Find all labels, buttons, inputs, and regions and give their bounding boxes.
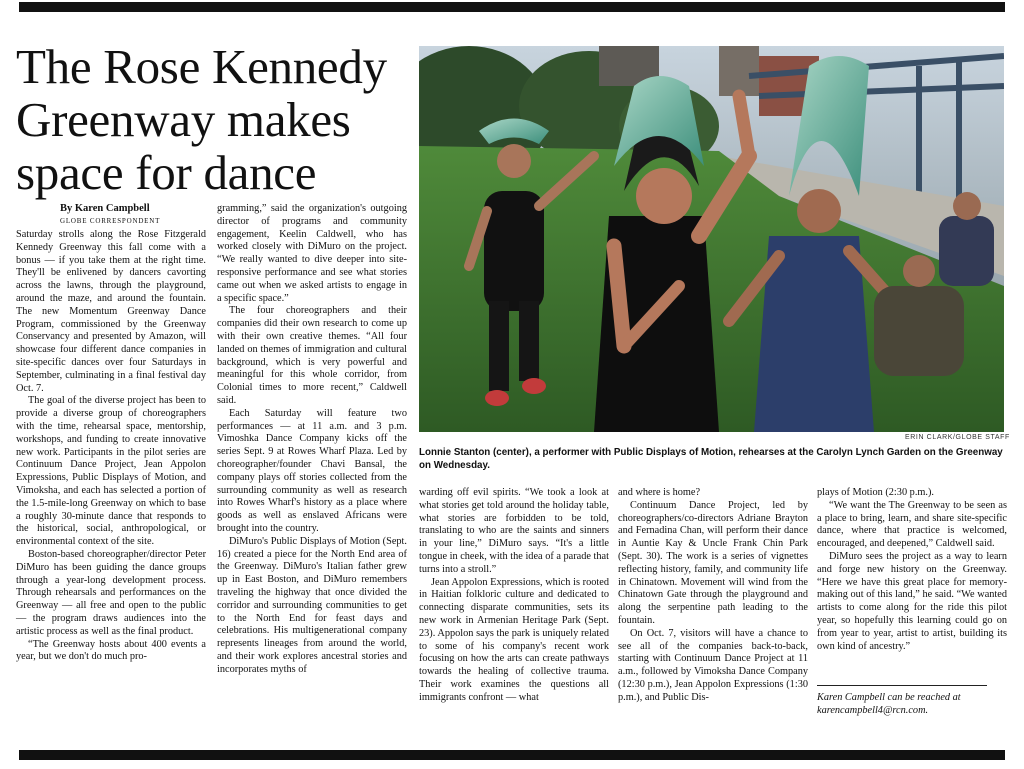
byline-credit: GLOBE CORRESPONDENT bbox=[60, 217, 161, 225]
author-signature: Karen Campbell can be reached at karencampbell4@rcn.com. bbox=[817, 692, 961, 716]
paragraph: warding off evil spirits. “We took a look at what stories get told around the holiday table, what stories are forbidden to be told, translating to who are the saints and sinners in your line,” DiMuro says. “It's a little tongue in cheek, with the idea of a parade that turns into a stroll.” bbox=[419, 487, 609, 575]
article-column-5 bbox=[817, 487, 1007, 653]
article-column-1 bbox=[16, 229, 206, 664]
paragraph: Continuum Dance Project, led by choreographers/co-directors Adriane Brayton and Fernadina Chan, will perform their dance in Auntie Kay & Uncle Frank Chin Park (Sept. 30). The work is a series of vignettes reflecting history, family, and community life in Chinatown. Movement will wind from the Chinatown Gate through the playground and along the serpentine path leading to the fountain. bbox=[618, 499, 808, 626]
paragraph: On Oct. 7, visitors will have a chance to see all of the companies back-to-back, starting with Continuum Dance Project at 11 a.m., followed by Vimoksha Dance Company (12:30 p.m.), Jean Appolon Expressions (1:30 p.m.), and Public Dis- bbox=[618, 627, 808, 703]
paragraph: Each Saturday will feature two performances — at 11 a.m. and 3 p.m. Vimoshka Dance Company kicks off the series Sept. 9 at Rowes Wharf Plaza. Led by choreographer/founder Chavi Bansal, the company plays off stories collected from the surrounding community as well as research into Rowes Wharf's history as a place where goods as well as enslaved Africans were brought into the country. bbox=[217, 407, 407, 534]
paragraph: The four choreographers and their companies did their own research to come up with their own creative themes. “All four landed on themes of immigration and cultural background, which is very powerful and meaningful for this whole corridor, from Colonial times to more recent,” Caldwell said. bbox=[217, 305, 407, 406]
article-column-4 bbox=[618, 487, 808, 705]
photo-dancers bbox=[419, 46, 1004, 432]
signature-rule bbox=[817, 685, 987, 686]
bottom-rule bbox=[19, 750, 1005, 760]
paragraph: plays of Motion (2:30 p.m.). bbox=[817, 487, 934, 498]
paragraph: and where is home? bbox=[618, 487, 701, 498]
headline: The Rose Kennedy Greenway makes space for dance bbox=[16, 39, 387, 200]
paragraph: DiMuro's Public Displays of Motion (Sept. 16) created a piece for the North End area of the Greenway. DiMuro's Italian father grew up in East Boston, and DiMuro remembers traveling the highway that once divided the corridor and surrounding communities to get to the North End for feast days and celebrations. His multigenerational company represents lineages from around the world, and their work explores ancestral stories and incorporates myths of bbox=[217, 535, 407, 675]
article-column-3 bbox=[419, 487, 609, 705]
photo-caption: Lonnie Stanton (center), a performer with Public Displays of Motion, rehearses at the Carolyn Lynch Garden on the Greenway on Wednesday. bbox=[419, 447, 1003, 471]
byline: By Karen Campbell bbox=[60, 203, 150, 214]
paragraph: Saturday strolls along the Rose Fitzgerald Kennedy Greenway this fall come with a bonus — if you take them at the right time. They'll be enlivened by dancers cavorting across the lawns, through the playground, around the maze, and around the fountain. The new Momentum Greenway Dance Program, commissioned by the Greenway Conservancy and presented by Amazon, will showcase four different dance companies in site-specific dances over four Saturdays in September, culminating in a final festival day Oct. 7. bbox=[16, 229, 206, 394]
top-rule bbox=[19, 2, 1005, 12]
paragraph: gramming,” said the organization's outgoing director of programs and community engagement, Keelin Caldwell, who has worked closely with DiMuro on the project. “We really wanted to dive deeper into site-responsive performance and see what stories came out when we asked artists to engage in a specific space.” bbox=[217, 203, 407, 304]
paragraph: Jean Appolon Expressions, which is rooted in Haitian folkloric culture and dedicated to connecting disparate communities, sets its new work in Armenian Heritage Park (Sept. 23). Appolon says the park is uniquely related to some of his company's recent work focusing on how the arts can create pathways towards the healing of collective trauma. Their work examines the questions all immigrants confront — what bbox=[419, 576, 609, 703]
photo-credit: ERIN CLARK/GLOBE STAFF bbox=[905, 434, 1010, 441]
paragraph: DiMuro sees the project as a way to learn and forge new history on the Greenway. “Here we have this great place for memory-making out of this land,” he said. “We wanted artists to come along for the ride this pilot year, so hopefully this learning could go on from year to year, artist to artist, building its own kind of ancestry.” bbox=[817, 550, 1007, 652]
paragraph: “The Greenway hosts about 400 events a year, but we don't do much pro- bbox=[16, 638, 206, 663]
paragraph: Boston-based choreographer/director Peter DiMuro has been guiding the dance groups through a year-long development process. Through rehearsals and performances on the Greenway — all free and open to the public — the program draws audiences into the artistic process as well as the final product. bbox=[16, 548, 206, 637]
paragraph: “We want the The Greenway to be seen as a place to bring, learn, and share site-specific dance, where that practice is welcomed, encouraged, and deepened,” Caldwell said. bbox=[817, 499, 1007, 550]
article-column-2 bbox=[217, 203, 407, 676]
paragraph: The goal of the diverse project has been to provide a diverse group of choreographers with the time, rehearsal space, mentorship, workshops, and funding to create innovative new work. Participants in the pilot series are Continuum Dance Project, Jean Appolon Expressions, Public Displays of Motion, and Vimoksha, and each has selected a portion of the 1.5-mile-long Greenway on which to base a roughly 30-minute dance that responds to the historical, social, anthropological, or environmental context of the site. bbox=[16, 395, 206, 548]
